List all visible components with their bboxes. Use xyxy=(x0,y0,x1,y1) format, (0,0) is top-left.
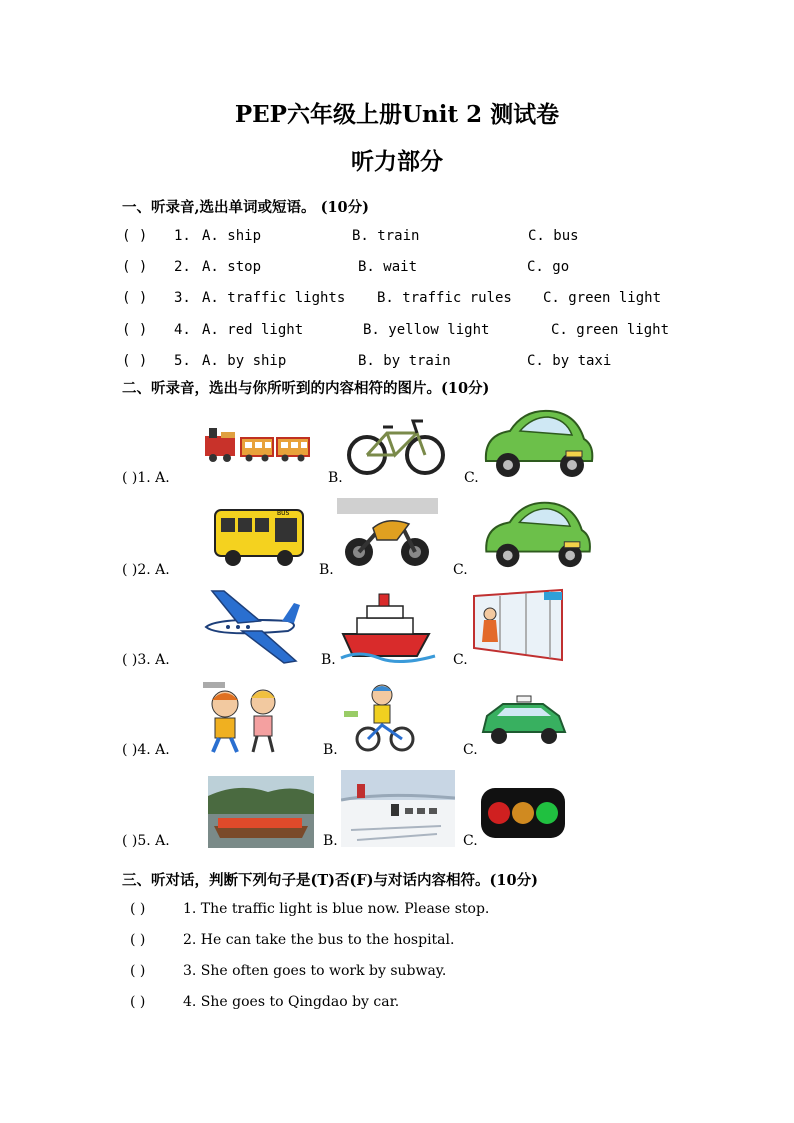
traffic-lights-picture xyxy=(480,787,566,839)
answer-blank[interactable]: ( )3. A. xyxy=(122,652,170,668)
answer-blank[interactable]: ( ) xyxy=(122,290,148,306)
answer-blank[interactable]: ( ) xyxy=(122,228,148,244)
answer-blank[interactable]: ( ) xyxy=(130,994,146,1010)
bus-sign: BUS xyxy=(277,510,290,517)
option-c: C. bus xyxy=(528,228,579,244)
option-c: C. green light xyxy=(551,322,670,338)
option-b: B. traffic rules xyxy=(377,290,512,306)
answer-blank[interactable]: ( ) xyxy=(130,901,146,917)
dog-sled-photo xyxy=(341,770,455,847)
section2-heading: 二、听录音，选出与你所听到的内容相符的图片。(10分) xyxy=(122,380,490,397)
page-title: PEP六年级上册Unit 2 测试卷 xyxy=(234,101,560,128)
option-b: B. wait xyxy=(358,259,418,275)
bicycle-picture xyxy=(347,413,445,477)
page-subtitle: 听力部分 xyxy=(351,148,443,175)
answer-blank[interactable]: ( )4. A. xyxy=(122,742,170,758)
option-c: C. green light xyxy=(543,290,662,306)
airplane-picture xyxy=(198,587,302,665)
option-b: B. train xyxy=(352,228,420,244)
walking-kids-picture xyxy=(199,680,289,758)
motorcycle-picture xyxy=(337,498,438,570)
bus-picture xyxy=(213,506,307,568)
answer-blank[interactable]: ( ) xyxy=(130,932,146,948)
option-a: A. traffic lights xyxy=(202,290,346,306)
option-a: A. stop xyxy=(202,259,262,275)
taxi-picture xyxy=(481,694,567,750)
option-b: B. yellow light xyxy=(363,322,490,338)
statement: 2. He can take the bus to the hospital. xyxy=(183,932,455,948)
statement: 3. She often goes to work by subway. xyxy=(183,963,447,979)
answer-blank[interactable]: ( )2. A. xyxy=(122,562,170,578)
answer-blank[interactable]: ( ) xyxy=(122,259,148,275)
option-c: C. by taxi xyxy=(527,353,612,369)
option-a: A. red light xyxy=(202,322,304,338)
section3-heading: 三、听对话，判断下列句子是(T)否(F)与对话内容相符。(10分) xyxy=(122,872,538,889)
ship-picture xyxy=(339,588,437,666)
option-a: A. ship xyxy=(202,228,262,244)
answer-blank[interactable]: ( ) xyxy=(122,322,148,338)
answer-blank[interactable]: ( )5. A. xyxy=(122,833,170,849)
car-picture xyxy=(480,497,594,573)
option-b: B. by train xyxy=(358,353,451,369)
option-c: C. go xyxy=(527,259,570,275)
answer-blank[interactable]: ( ) xyxy=(122,353,148,369)
subway-picture xyxy=(470,588,566,662)
option-a: A. by ship xyxy=(202,353,287,369)
cyclist-picture xyxy=(342,681,428,753)
boat-crowd-photo xyxy=(208,776,314,848)
train-picture xyxy=(203,422,311,464)
car-picture xyxy=(480,405,596,483)
answer-blank[interactable]: ( ) xyxy=(130,963,146,979)
statement: 4. She goes to Qingdao by car. xyxy=(183,994,400,1010)
section1-heading: 一、听录音,选出单词或短语。 (10分) xyxy=(122,199,369,216)
statement: 1. The traffic light is blue now. Please stop. xyxy=(183,901,490,917)
answer-blank[interactable]: ( )1. A. xyxy=(122,470,170,486)
